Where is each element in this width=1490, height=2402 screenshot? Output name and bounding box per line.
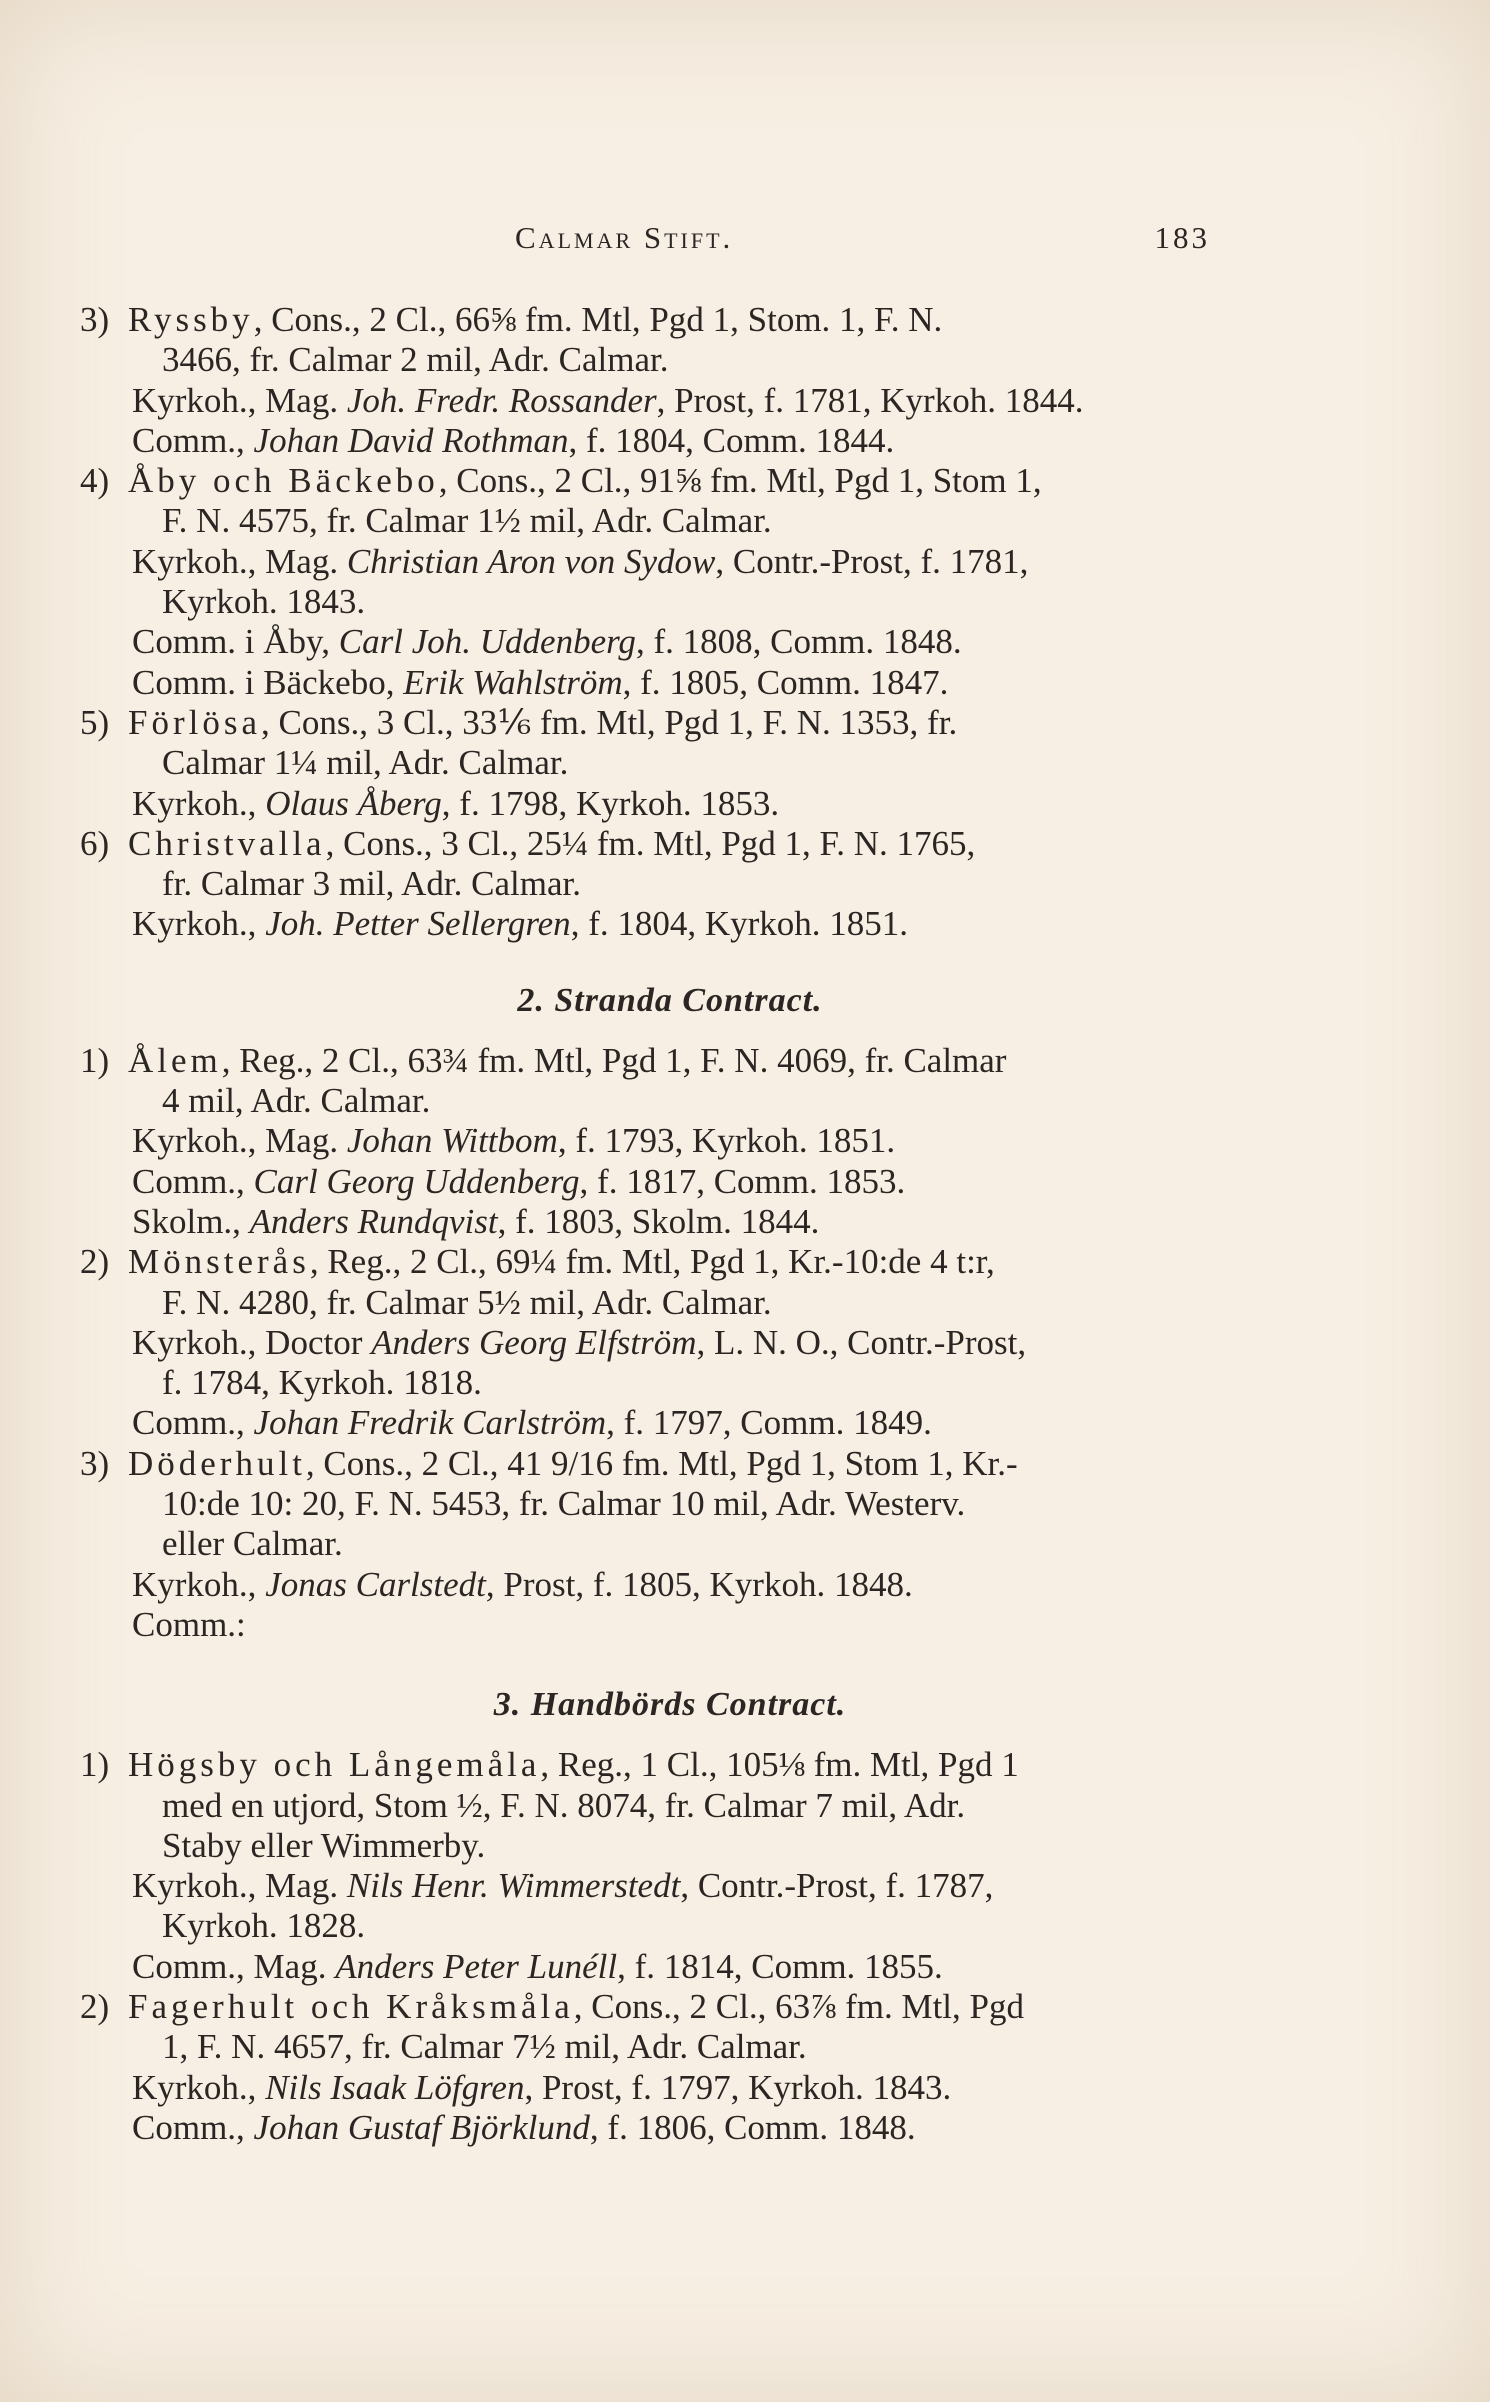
- clergy-line: Kyrkoh., Mag. Johan Wittbom, f. 1793, Kyrkoh. 1851.: [132, 1121, 896, 1161]
- entry-number: 1): [80, 1040, 110, 1080]
- person-name: Johan Fredrik Carlström: [253, 1403, 607, 1443]
- person-name: Anders Georg Elfström: [371, 1322, 697, 1362]
- person-name: Johan David Rothman: [253, 420, 569, 460]
- person-name: Joh. Fredr. Rossander: [346, 380, 657, 420]
- entry-text: Döderhult, Cons., 2 Cl., 41 9/16 fm. Mtl, Pgd 1, Stom 1, Kr.-: [128, 1443, 1018, 1483]
- person-name: Carl Joh. Uddenberg: [338, 622, 636, 662]
- clergy-line: Kyrkoh., Doctor Anders Georg Elfström, L. N. O., Contr.-Prost,: [132, 1322, 1027, 1362]
- entry-text: Ryssby, Cons., 2 Cl., 66⅝ fm. Mtl, Pgd 1, Stom. 1, F. N.: [128, 300, 943, 339]
- continuation-line: fr. Calmar 3 mil, Adr. Calmar.: [162, 864, 581, 904]
- section-heading: 3. Handbörds Contract.: [493, 1686, 847, 1724]
- parish-name: Förlösa: [128, 702, 261, 742]
- clergy-line: Kyrkoh., Mag. Nils Henr. Wimmerstedt, Contr.-Prost, f. 1787,: [132, 1866, 994, 1906]
- parish-entry-line: [80, 1444, 1260, 1484]
- person-name: Olaus Åberg: [265, 783, 442, 823]
- parish-entry-line: [80, 824, 1260, 864]
- entry-number: 4): [80, 461, 110, 501]
- parish-entry-line: [80, 1745, 1260, 1785]
- person-name: Nils Isaak Löfgren: [265, 2067, 525, 2107]
- person-name: Joh. Petter Sellergren: [265, 904, 571, 944]
- clergy-line: Kyrkoh., Mag. Christian Aron von Sydow, Contr.-Prost, f. 1781,: [132, 541, 1029, 581]
- parish-name: Åby och Bäckebo: [128, 461, 439, 501]
- person-name: Anders Rundqvist: [249, 1201, 498, 1241]
- clergy-line: Comm.:: [132, 1604, 246, 1644]
- parish-name: Högsby och Långemåla: [128, 1745, 541, 1785]
- clergy-line: Kyrkoh., Joh. Petter Sellergren, f. 1804, Kyrkoh. 1851.: [132, 904, 909, 944]
- continuation-line: eller Calmar.: [162, 1524, 343, 1564]
- parish-entry-line: [80, 461, 1260, 501]
- person-name: Johan Gustaf Björklund: [253, 2107, 590, 2147]
- person-name: Christian Aron von Sydow: [346, 541, 716, 581]
- parish-name: Ålem: [128, 1040, 222, 1080]
- clergy-line: Kyrkoh., Jonas Carlstedt, Prost, f. 1805, Kyrkoh. 1848.: [132, 1564, 913, 1604]
- entry-text: Mönsterås, Reg., 2 Cl., 69¼ fm. Mtl, Pgd 1, Kr.-10:de 4 t:r,: [128, 1242, 995, 1282]
- entry-text: Åby och Bäckebo, Cons., 2 Cl., 91⅝ fm. Mtl, Pgd 1, Stom 1,: [128, 461, 1042, 501]
- page-body: [80, 300, 1260, 2148]
- continuation-line: 10:de 10: 20, F. N. 5453, fr. Calmar 10 mil, Adr. Westerv.: [162, 1484, 966, 1524]
- person-name: Jonas Carlstedt: [265, 1564, 486, 1604]
- continuation-line: med en utjord, Stom ½, F. N. 8074, fr. Calmar 7 mil, Adr.: [162, 1785, 966, 1825]
- continuation-line: 1, F. N. 4657, fr. Calmar 7½ mil, Adr. Calmar.: [162, 2027, 807, 2067]
- parish-name: Fagerhult och Kråksmåla: [128, 1986, 574, 2026]
- parish-name: Mönsterås: [128, 1242, 310, 1282]
- continuation-line: Kyrkoh. 1828.: [162, 1906, 366, 1946]
- parish-entry-line: [80, 1242, 1260, 1282]
- clergy-line: Comm., Mag. Anders Peter Lunéll, f. 1814, Comm. 1855.: [132, 1946, 943, 1986]
- running-head: Calmar Stift.: [515, 220, 734, 255]
- continuation-line: 3466, fr. Calmar 2 mil, Adr. Calmar.: [162, 340, 669, 380]
- person-name: Erik Wahlström: [403, 662, 623, 702]
- entry-number: 1): [80, 1745, 110, 1785]
- continuation-line: Kyrkoh. 1843.: [162, 582, 366, 622]
- clergy-line: Comm., Johan Gustaf Björklund, f. 1806, Comm. 1848.: [132, 2107, 916, 2147]
- clergy-line: Comm., Johan David Rothman, f. 1804, Comm. 1844.: [132, 420, 895, 460]
- page-number: 183: [1154, 220, 1210, 255]
- continuation-line: Calmar 1¼ mil, Adr. Calmar.: [162, 743, 569, 783]
- parish-name: Christvalla: [128, 823, 326, 863]
- entry-number: 3): [80, 1443, 110, 1483]
- continuation-line: f. 1784, Kyrkoh. 1818.: [162, 1363, 482, 1403]
- clergy-line: Kyrkoh., Olaus Åberg, f. 1798, Kyrkoh. 1853.: [132, 783, 780, 823]
- entry-text: Christvalla, Cons., 3 Cl., 25¼ fm. Mtl, Pgd 1, F. N. 1765,: [128, 823, 976, 863]
- parish-entry-line: [80, 1987, 1260, 2027]
- person-name: Johan Wittbom: [346, 1121, 558, 1161]
- parish-entry-line: [80, 1041, 1260, 1081]
- continuation-line: 4 mil, Adr. Calmar.: [162, 1081, 431, 1121]
- parish-name: Ryssby: [128, 300, 254, 339]
- clergy-line: Comm. i Åby, Carl Joh. Uddenberg, f. 1808, Comm. 1848.: [132, 622, 962, 662]
- parish-name: Döderhult: [128, 1443, 306, 1483]
- entry-number: 2): [80, 1242, 110, 1282]
- continuation-line: F. N. 4575, fr. Calmar 1½ mil, Adr. Calmar.: [162, 501, 772, 541]
- person-name: Carl Georg Uddenberg: [253, 1161, 580, 1201]
- continuation-line: F. N. 4280, fr. Calmar 5½ mil, Adr. Calmar.: [162, 1282, 772, 1322]
- person-name: Anders Peter Lunéll: [335, 1946, 618, 1986]
- clergy-line: Comm. i Bäckebo, Erik Wahlström, f. 1805, Comm. 1847.: [132, 662, 949, 702]
- continuation-line: Staby eller Wimmerby.: [162, 1825, 486, 1865]
- entry-text: Förlösa, Cons., 3 Cl., 33⅙ fm. Mtl, Pgd 1, F. N. 1353, fr.: [128, 702, 958, 742]
- parish-entry-line: [80, 300, 1260, 340]
- entry-number: 5): [80, 702, 110, 742]
- entry-text: Ålem, Reg., 2 Cl., 63¾ fm. Mtl, Pgd 1, F. N. 4069, fr. Calmar: [128, 1040, 1007, 1080]
- entry-number: 6): [80, 823, 110, 863]
- entry-text: Högsby och Långemåla, Reg., 1 Cl., 105⅛ fm. Mtl, Pgd 1: [128, 1745, 1019, 1785]
- clergy-line: Kyrkoh., Nils Isaak Löfgren, Prost, f. 1797, Kyrkoh. 1843.: [132, 2067, 952, 2107]
- entry-number: 2): [80, 1986, 110, 2026]
- entry-number: 3): [80, 300, 110, 339]
- parish-entry-line: [80, 703, 1260, 743]
- person-name: Nils Henr. Wimmerstedt: [346, 1866, 681, 1906]
- clergy-line: Comm., Carl Georg Uddenberg, f. 1817, Comm. 1853.: [132, 1161, 906, 1201]
- section-heading: 2. Stranda Contract.: [517, 981, 823, 1019]
- entry-text: Fagerhult och Kråksmåla, Cons., 2 Cl., 63⅞ fm. Mtl, Pgd: [128, 1986, 1024, 2026]
- clergy-line: Skolm., Anders Rundqvist, f. 1803, Skolm. 1844.: [132, 1201, 820, 1241]
- clergy-line: Comm., Johan Fredrik Carlström, f. 1797, Comm. 1849.: [132, 1403, 932, 1443]
- clergy-line: Kyrkoh., Mag. Joh. Fredr. Rossander, Prost, f. 1781, Kyrkoh. 1844.: [132, 380, 1084, 420]
